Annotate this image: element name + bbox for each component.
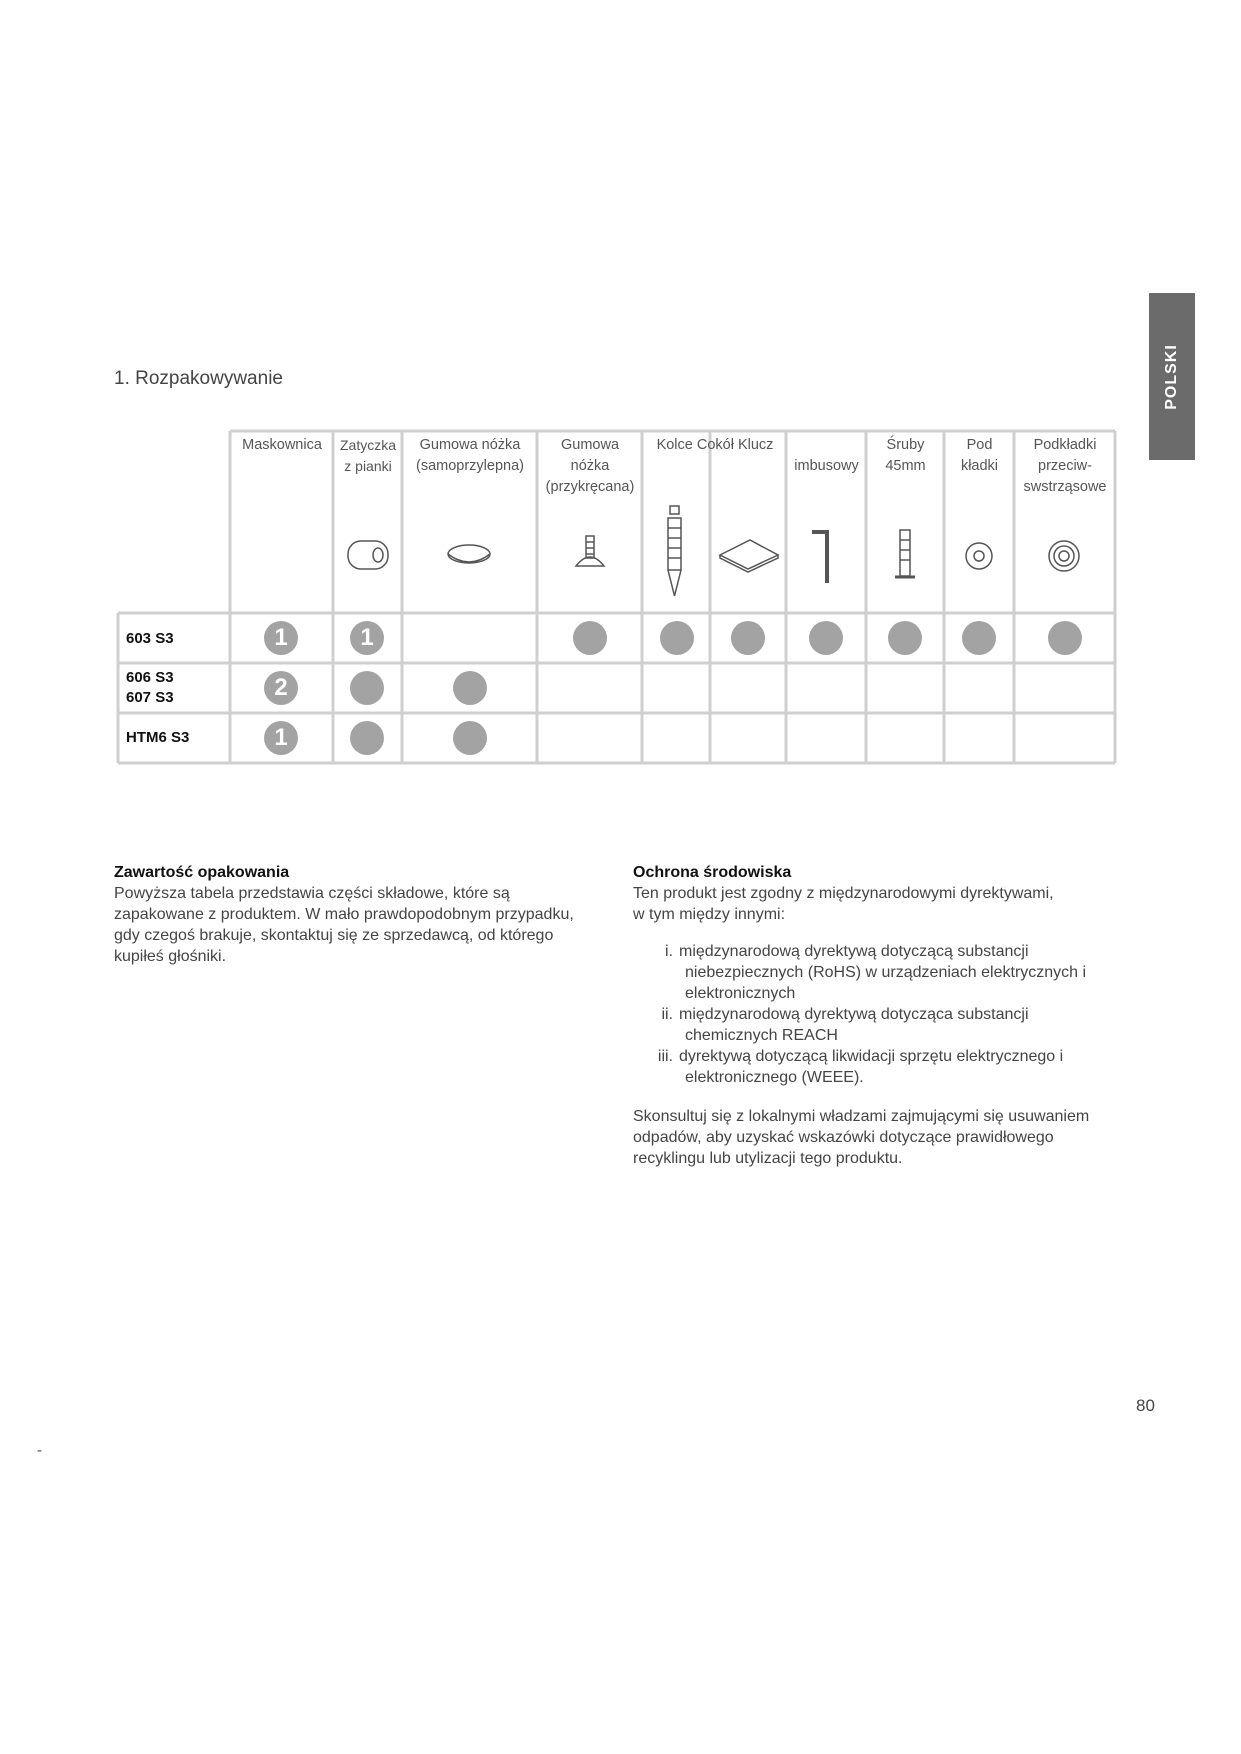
row-label-606-607: 606 S3 607 S3: [126, 669, 174, 706]
included-dot: [453, 671, 487, 705]
language-tab-label: POLSKI: [1163, 343, 1180, 410]
directive-marker: i.: [665, 943, 673, 960]
qty-grille-606-607: 2: [264, 671, 298, 705]
directive-item: iii. dyrektywą dotyczącą likwidacji sprzętu elektrycznego i elektronicznego (WEEE).: [655, 1046, 1133, 1088]
environment-section: [633, 862, 1133, 1169]
qty-foam-plug-603: 1: [350, 621, 384, 655]
included-dot: [573, 621, 607, 655]
package-contents-section: [114, 862, 614, 967]
environment-intro-line: w tym między innymi:: [633, 906, 786, 923]
header-anti-vibration: Podkładki przeciw- swstrząsowe: [1023, 437, 1107, 495]
header-screws: Śruby 45mm: [885, 437, 926, 474]
included-dot: [350, 671, 384, 705]
hex-key-icon: [812, 532, 827, 583]
environment-outro-line: recyklingu lub utylizacji tego produktu.: [633, 1150, 903, 1167]
environment-outro-line: odpadów, aby uzyskać wskazówki dotyczące prawidłowego: [633, 1129, 1054, 1146]
page-number: 80: [1136, 1396, 1155, 1415]
plinth-icon: [720, 540, 778, 572]
screw-foot-icon: [576, 536, 604, 566]
row-label-htm6: HTM6 S3: [126, 729, 190, 746]
package-contents-line: kupiłeś głośniki.: [114, 948, 227, 965]
directive-list: [655, 941, 1133, 1088]
included-dot: [731, 621, 765, 655]
directive-item: i. międzynarodową dyrektywą dotyczącą substancji niebezpiecznych (RoHS) w urządzeniach elektrycznych i elektronicznych: [655, 941, 1133, 1004]
package-contents-title: Zawartość opakowania: [114, 864, 290, 881]
included-dot: [809, 621, 843, 655]
qty-grille-603: 1: [264, 621, 298, 655]
header-foam-plug: Zatyczka z pianki: [339, 437, 396, 474]
header-spike-plinth-key: Kolce Cokół Klucz: [656, 437, 774, 453]
adhesive-foot-icon: [448, 545, 490, 563]
screw-icon: [895, 530, 915, 577]
parts-table: [0, 0, 1241, 800]
included-dot: [888, 621, 922, 655]
package-contents-line: Powyższa tabela przedstawia części składowe, które są: [114, 885, 510, 902]
footer-dash: -: [37, 1442, 42, 1459]
qty-grille-htm6: 1: [264, 721, 298, 755]
environment-intro-line: Ten produkt jest zgodny z międzynarodowymi dyrektywami,: [633, 885, 1054, 902]
included-dot: [350, 721, 384, 755]
package-contents-line: gdy czegoś brakuje, skontaktuj się ze sprzedawcą, od którego: [114, 927, 554, 944]
directive-marker: ii.: [661, 1006, 673, 1023]
included-dot: [453, 721, 487, 755]
table-grid: [0, 0, 1241, 800]
directive-item: ii. międzynarodową dyrektywą dotycząca substancji chemicznych REACH: [655, 1004, 1133, 1046]
directive-marker: iii.: [657, 1048, 673, 1065]
package-contents-line: zapakowane z produktem. W mało prawdopodobnym przypadku,: [114, 906, 574, 923]
header-screw-foot: Gumowa nóżka (przykręcana): [545, 437, 635, 495]
included-dot: [962, 621, 996, 655]
spike-icon: [668, 506, 681, 596]
environment-title: Ochrona środowiska: [633, 864, 792, 881]
included-dot: [1048, 621, 1082, 655]
header-hex: imbusowy: [794, 458, 859, 474]
header-grille: Maskownica: [242, 437, 322, 453]
header-adhesive-foot: Gumowa nóżka (samoprzylepna): [416, 437, 524, 474]
header-washers: Pod kładki: [960, 437, 999, 474]
anti-vibration-washer-icon: [1049, 541, 1079, 571]
foam-plug-icon: [348, 541, 388, 569]
environment-outro-line: Skonsultuj się z lokalnymi władzami zajmującymi się usuwaniem: [633, 1108, 1090, 1125]
row-label-603: 603 S3: [126, 630, 174, 647]
included-dot: [660, 621, 694, 655]
washer-icon: [966, 543, 992, 569]
section-title: 1. Rozpakowywanie: [114, 368, 283, 389]
